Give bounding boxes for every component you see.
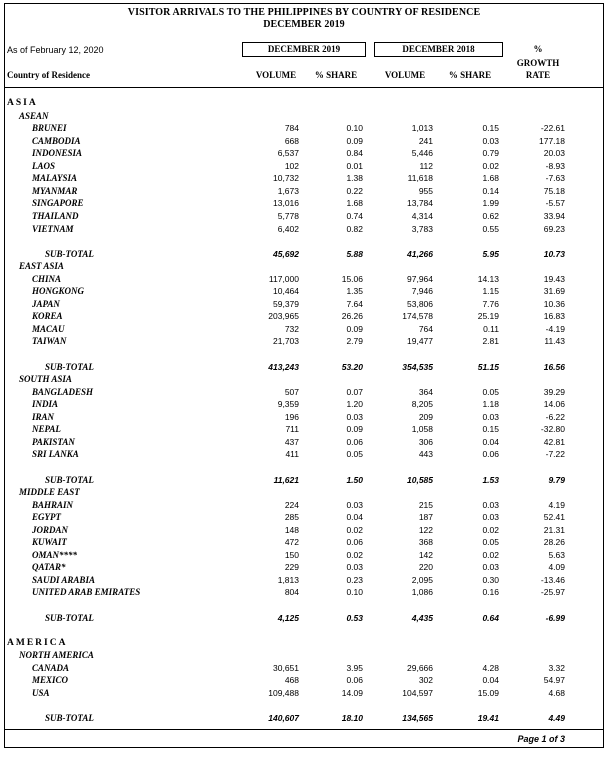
share-2018-cell: 1.15 — [482, 286, 499, 297]
share-2018-cell: 19.41 — [477, 712, 499, 723]
subtotal-row — [5, 713, 603, 725]
share-2018-cell: 0.06 — [482, 449, 499, 460]
country-name: JORDAN — [32, 524, 69, 535]
share-2019-cell: 3.95 — [346, 662, 363, 673]
growth-rate-cell: 52.41 — [543, 512, 565, 523]
share-2018-cell: 0.04 — [482, 675, 499, 686]
country-name: CHINA — [32, 273, 62, 284]
country-name: KUWAIT — [32, 537, 67, 548]
subregion-heading: MIDDLE EAST — [19, 487, 80, 498]
share-2018-cell: 0.04 — [482, 436, 499, 447]
volume-2018-cell: 13,784 — [407, 198, 433, 209]
growth-rate-cell: 31.69 — [543, 286, 565, 297]
report-subtitle: DECEMBER 2019 — [263, 19, 345, 30]
country-name: INDONESIA — [32, 148, 83, 159]
growth-rate-cell: 33.94 — [543, 210, 565, 221]
period-previous-box: DECEMBER 2018 — [374, 42, 503, 57]
share-2019-cell: 0.22 — [346, 185, 363, 196]
spacer-row — [5, 462, 603, 474]
share-2019-cell: 0.53 — [346, 612, 363, 623]
share-2019-cell: 0.03 — [346, 562, 363, 573]
share-2019-cell: 0.09 — [346, 323, 363, 334]
volume-2019-cell: 6,537 — [277, 148, 299, 159]
growth-rate-cell: -25.97 — [540, 587, 565, 598]
volume-2018-cell: 306 — [418, 436, 433, 447]
volume-2019-cell: 148 — [284, 524, 299, 535]
share-2018-cell: 5.95 — [482, 248, 499, 259]
subregion-row — [5, 487, 603, 499]
volume-2019-cell: 150 — [284, 549, 299, 560]
table-row — [5, 512, 603, 524]
share-2019-cell: 0.09 — [346, 135, 363, 146]
share-2019-cell: 1.50 — [346, 474, 363, 485]
share-2019-cell: 7.64 — [346, 298, 363, 309]
subregion-heading: SOUTH ASIA — [19, 374, 72, 385]
share-2018-cell: 0.55 — [482, 223, 499, 234]
growth-rate-cell: 4.19 — [548, 499, 565, 510]
volume-2019-cell: 507 — [284, 386, 299, 397]
share-2018-cell: 0.30 — [482, 574, 499, 585]
subtotal-row — [5, 613, 603, 625]
share-2018-cell: 15.09 — [477, 687, 499, 698]
volume-2019-cell: 668 — [284, 135, 299, 146]
growth-rate-cell: 4.09 — [548, 562, 565, 573]
share-2019-cell: 0.74 — [346, 210, 363, 221]
share-2018-cell: 0.11 — [483, 323, 499, 334]
volume-2018-cell: 2,095 — [411, 574, 433, 585]
growth-rate-cell: -13.46 — [540, 574, 565, 585]
table-row — [5, 675, 603, 687]
volume-2019-cell: 109,488 — [268, 687, 299, 698]
share-2018-cell: 0.15 — [482, 424, 499, 435]
share-2019-cell: 0.04 — [346, 512, 363, 523]
growth-rate-cell: 10.36 — [543, 298, 565, 309]
table-row — [5, 399, 603, 411]
share-2018-cell: 0.03 — [482, 411, 499, 422]
country-name: BRUNEI — [32, 123, 67, 134]
volume-2019-cell: 102 — [284, 160, 299, 171]
share-2018-cell: 0.03 — [482, 562, 499, 573]
country-name: EGYPT — [32, 512, 61, 523]
volume-2018-cell: 241 — [418, 135, 433, 146]
share-2018-cell: 0.03 — [482, 135, 499, 146]
volume-2019-cell: 224 — [284, 499, 299, 510]
country-header: Country of Residence — [7, 70, 90, 80]
share-2019-cell: 0.03 — [346, 499, 363, 510]
share-2018-cell: 0.14 — [482, 185, 499, 196]
growth-header-1: GROWTH — [516, 58, 560, 68]
share-2019-cell: 5.88 — [346, 248, 363, 259]
volume-2018-cell: 4,314 — [411, 210, 433, 221]
volume-2019-cell: 784 — [284, 123, 299, 134]
country-name: SRI LANKA — [32, 449, 79, 460]
growth-rate-cell: 5.63 — [548, 549, 565, 560]
volume-2018-cell: 10,585 — [407, 474, 433, 485]
volume-2019-cell: 9,359 — [277, 399, 299, 410]
share-2018-cell: 1.18 — [482, 399, 499, 410]
share-2019-cell: 53.20 — [341, 361, 363, 372]
growth-rate-cell: 4.49 — [548, 712, 565, 723]
table-row — [5, 525, 603, 537]
share-2019-cell: 0.23 — [346, 574, 363, 585]
share-2019-cell: 0.06 — [346, 436, 363, 447]
volume-2018-cell: 3,783 — [411, 223, 433, 234]
share-2018-cell: 0.16 — [482, 587, 499, 598]
growth-rate-cell: 21.31 — [543, 524, 565, 535]
table-row — [5, 274, 603, 286]
table-row — [5, 336, 603, 348]
volume-2019-cell: 21,703 — [273, 336, 299, 347]
volume-2019-cell: 203,965 — [268, 311, 299, 322]
volume-2019-cell: 413,243 — [268, 361, 299, 372]
subtotal-row — [5, 475, 603, 487]
spacer-row — [5, 625, 603, 637]
growth-rate-cell: 4.68 — [548, 687, 565, 698]
table-row — [5, 161, 603, 173]
growth-rate-cell: 16.83 — [543, 311, 565, 322]
country-name: MEXICO — [32, 675, 69, 686]
volume-2019-header: VOLUME — [255, 70, 297, 80]
volume-2018-cell: 443 — [418, 449, 433, 460]
page-number: Page 1 of 3 — [517, 734, 565, 744]
country-name: QATAR* — [32, 562, 66, 573]
volume-2018-cell: 364 — [418, 386, 433, 397]
volume-2018-cell: 4,435 — [411, 612, 433, 623]
table-row — [5, 324, 603, 336]
region-row — [5, 638, 603, 650]
spacer-row — [5, 600, 603, 612]
share-2018-cell: 1.68 — [482, 173, 499, 184]
share-2018-cell: 51.15 — [477, 361, 499, 372]
volume-2019-cell: 437 — [284, 436, 299, 447]
subregion-heading: EAST ASIA — [19, 261, 64, 272]
volume-2018-cell: 11,618 — [407, 173, 433, 184]
country-name: SAUDI ARABIA — [32, 574, 95, 585]
share-2019-cell: 0.82 — [346, 223, 363, 234]
volume-2018-cell: 764 — [418, 323, 433, 334]
spacer-row — [5, 236, 603, 248]
share-2019-cell: 0.10 — [346, 123, 363, 134]
share-2018-cell: 14.13 — [477, 273, 499, 284]
volume-2019-cell: 6,402 — [277, 223, 299, 234]
table-row — [5, 186, 603, 198]
share-2019-cell: 14.09 — [341, 687, 363, 698]
growth-rate-cell: 11.43 — [544, 336, 565, 347]
volume-2018-cell: 220 — [418, 562, 433, 573]
volume-2018-cell: 41,266 — [407, 248, 433, 259]
share-2019-header: % SHARE — [314, 70, 358, 80]
growth-rate-cell: 14.06 — [543, 399, 565, 410]
country-name: INDIA — [32, 399, 59, 410]
share-2019-cell: 1.68 — [346, 198, 363, 209]
volume-2018-cell: 1,013 — [411, 123, 433, 134]
volume-2019-cell: 732 — [284, 323, 299, 334]
country-name: IRAN — [32, 411, 55, 422]
country-name: JAPAN — [32, 298, 60, 309]
country-name: MACAU — [32, 323, 65, 334]
subtotal-row — [5, 249, 603, 261]
growth-header-2: RATE — [525, 70, 551, 80]
subregion-row — [5, 261, 603, 273]
share-2019-cell: 2.79 — [346, 336, 363, 347]
share-2018-cell: 0.05 — [482, 537, 499, 548]
volume-2018-cell: 955 — [418, 185, 433, 196]
table-row — [5, 449, 603, 461]
country-name: MALAYSIA — [32, 173, 78, 184]
growth-rate-cell: -6.99 — [545, 612, 565, 623]
share-2018-cell: 0.79 — [482, 148, 499, 159]
volume-2018-cell: 142 — [418, 549, 433, 560]
share-2018-header: % SHARE — [448, 70, 492, 80]
volume-2019-cell: 10,464 — [273, 286, 299, 297]
report-page — [4, 3, 604, 748]
growth-rate-cell: 3.32 — [548, 662, 565, 673]
volume-2018-cell: 187 — [418, 512, 433, 523]
spacer-row — [5, 700, 603, 712]
subregion-row — [5, 374, 603, 386]
as-of-date: As of February 12, 2020 — [7, 45, 104, 55]
country-name: NEPAL — [32, 424, 61, 435]
growth-rate-cell: -22.61 — [540, 123, 565, 134]
volume-2018-cell: 368 — [418, 537, 433, 548]
volume-2018-cell: 354,535 — [402, 361, 433, 372]
subregion-row — [5, 111, 603, 123]
share-2018-cell: 7.76 — [482, 298, 499, 309]
share-2018-cell: 2.81 — [482, 336, 499, 347]
share-2018-cell: 0.02 — [482, 549, 499, 560]
growth-rate-cell: -7.22 — [545, 449, 565, 460]
share-2019-cell: 0.06 — [346, 675, 363, 686]
share-2018-cell: 0.03 — [482, 512, 499, 523]
region-heading: ASIA — [7, 98, 38, 108]
volume-2018-cell: 112 — [419, 160, 433, 171]
volume-2019-cell: 472 — [284, 537, 299, 548]
share-2019-cell: 0.03 — [346, 411, 363, 422]
table-row — [5, 550, 603, 562]
table-row — [5, 286, 603, 298]
volume-2018-cell: 1,086 — [411, 587, 433, 598]
country-name: USA — [32, 687, 50, 698]
growth-rate-cell: 16.56 — [543, 361, 565, 372]
table-row — [5, 136, 603, 148]
share-2018-cell: 0.62 — [482, 210, 499, 221]
volume-2018-cell: 29,666 — [407, 662, 433, 673]
growth-rate-cell: -8.93 — [545, 160, 565, 171]
volume-2018-cell: 1,058 — [411, 424, 433, 435]
volume-2019-cell: 804 — [284, 587, 299, 598]
table-row — [5, 224, 603, 236]
country-name: CANADA — [32, 662, 70, 673]
table-row — [5, 688, 603, 700]
table-row — [5, 211, 603, 223]
growth-rate-cell: 20.03 — [543, 148, 565, 159]
volume-2019-cell: 196 — [284, 411, 299, 422]
volume-2019-cell: 1,813 — [277, 574, 299, 585]
share-2019-cell: 0.02 — [346, 524, 363, 535]
table-row — [5, 562, 603, 574]
country-name: MYANMAR — [32, 185, 78, 196]
footer-divider — [5, 729, 603, 730]
country-name: VIETNAM — [32, 223, 74, 234]
table-row — [5, 412, 603, 424]
growth-rate-cell: -4.19 — [545, 323, 565, 334]
volume-2018-cell: 302 — [418, 675, 433, 686]
share-2018-cell: 0.02 — [482, 524, 499, 535]
growth-rate-cell: 177.18 — [539, 135, 565, 146]
table-row — [5, 299, 603, 311]
table-row — [5, 437, 603, 449]
table-row — [5, 123, 603, 135]
report-title: VISITOR ARRIVALS TO THE PHILIPPINES BY COUNTRY OF RESIDENCE — [127, 7, 481, 18]
subtotal-row — [5, 362, 603, 374]
subtotal-label: SUB-TOTAL — [45, 712, 94, 723]
country-name: BAHRAIN — [32, 499, 74, 510]
growth-symbol: % — [533, 44, 543, 54]
volume-2019-cell: 711 — [285, 424, 299, 435]
share-2019-cell: 1.35 — [346, 286, 363, 297]
growth-rate-cell: 9.79 — [548, 474, 565, 485]
country-name: CAMBODIA — [32, 135, 81, 146]
volume-2019-cell: 4,125 — [277, 612, 299, 623]
volume-2018-cell: 53,806 — [407, 298, 433, 309]
volume-2019-cell: 30,651 — [273, 662, 299, 673]
region-heading: AMERICA — [7, 637, 68, 648]
volume-2018-cell: 122 — [418, 524, 433, 535]
share-2018-cell: 0.03 — [482, 499, 499, 510]
growth-rate-cell: -5.57 — [545, 198, 565, 209]
share-2019-cell: 1.38 — [346, 173, 363, 184]
subtotal-label: SUB-TOTAL — [45, 474, 94, 485]
share-2018-cell: 1.99 — [482, 198, 499, 209]
growth-rate-cell: 42.81 — [543, 436, 565, 447]
country-name: KOREA — [32, 311, 63, 322]
share-2019-cell: 0.05 — [346, 449, 363, 460]
growth-rate-cell: 54.97 — [543, 675, 565, 686]
share-2019-cell: 0.07 — [346, 386, 363, 397]
volume-2018-cell: 97,964 — [407, 273, 433, 284]
volume-2018-cell: 7,946 — [411, 286, 433, 297]
growth-rate-cell: 28.26 — [543, 537, 565, 548]
volume-2018-cell: 19,477 — [407, 336, 433, 347]
country-name: LAOS — [32, 160, 56, 171]
table-row — [5, 587, 603, 599]
share-2018-cell: 0.64 — [482, 612, 499, 623]
volume-2018-cell: 174,578 — [402, 311, 433, 322]
share-2019-cell: 18.10 — [341, 712, 363, 723]
growth-rate-cell: -6.22 — [545, 411, 565, 422]
table-row — [5, 173, 603, 185]
share-2019-cell: 26.26 — [341, 311, 363, 322]
header-divider — [5, 87, 603, 88]
country-name: PAKISTAN — [32, 436, 75, 447]
volume-2019-cell: 45,692 — [273, 248, 299, 259]
table-row — [5, 198, 603, 210]
table-row — [5, 575, 603, 587]
share-2019-cell: 0.10 — [346, 587, 363, 598]
volume-2018-cell: 134,565 — [402, 712, 433, 723]
growth-rate-cell: -32.80 — [540, 424, 565, 435]
volume-2019-cell: 140,607 — [268, 712, 299, 723]
share-2019-cell: 0.06 — [346, 537, 363, 548]
share-2019-cell: 0.01 — [346, 160, 363, 171]
spacer-row — [5, 349, 603, 361]
share-2019-cell: 0.09 — [346, 424, 363, 435]
volume-2018-cell: 104,597 — [402, 687, 433, 698]
share-2018-cell: 0.15 — [482, 123, 499, 134]
subtotal-label: SUB-TOTAL — [45, 361, 94, 372]
volume-2018-header: VOLUME — [384, 70, 426, 80]
volume-2019-cell: 13,016 — [273, 198, 299, 209]
table-row — [5, 500, 603, 512]
share-2018-cell: 1.53 — [482, 474, 499, 485]
volume-2018-cell: 5,446 — [411, 148, 433, 159]
volume-2018-cell: 215 — [418, 499, 433, 510]
table-row — [5, 311, 603, 323]
table-row — [5, 387, 603, 399]
country-name: BANGLADESH — [32, 386, 94, 397]
volume-2018-cell: 8,205 — [411, 399, 433, 410]
growth-rate-cell: 39.29 — [543, 386, 565, 397]
volume-2019-cell: 285 — [284, 512, 299, 523]
volume-2019-cell: 59,379 — [273, 298, 299, 309]
country-name: THAILAND — [32, 210, 79, 221]
share-2018-cell: 4.28 — [482, 662, 499, 673]
volume-2018-cell: 209 — [418, 411, 433, 422]
share-2018-cell: 25.19 — [477, 311, 499, 322]
country-name: TAIWAN — [32, 336, 67, 347]
share-2019-cell: 15.06 — [341, 273, 363, 284]
subregion-row — [5, 650, 603, 662]
subtotal-label: SUB-TOTAL — [45, 612, 94, 623]
growth-rate-cell: 19.43 — [543, 273, 565, 284]
share-2019-cell: 1.20 — [346, 399, 363, 410]
table-row — [5, 148, 603, 160]
volume-2019-cell: 10,732 — [273, 173, 299, 184]
region-row — [5, 98, 603, 110]
subtotal-label: SUB-TOTAL — [45, 248, 94, 259]
volume-2019-cell: 411 — [285, 449, 299, 460]
country-name: SINGAPORE — [32, 198, 84, 209]
growth-rate-cell: 10.73 — [543, 248, 565, 259]
share-2019-cell: 0.02 — [346, 549, 363, 560]
volume-2019-cell: 1,673 — [277, 185, 299, 196]
table-row — [5, 424, 603, 436]
subregion-heading: NORTH AMERICA — [19, 650, 94, 661]
country-name: OMAN**** — [32, 549, 78, 560]
growth-rate-cell: -7.63 — [545, 173, 565, 184]
country-name: HONGKONG — [32, 286, 85, 297]
growth-rate-cell: 75.18 — [543, 185, 565, 196]
share-2019-cell: 0.84 — [346, 148, 363, 159]
volume-2019-cell: 229 — [284, 562, 299, 573]
period-current-box: DECEMBER 2019 — [242, 42, 366, 57]
growth-rate-cell: 69.23 — [543, 223, 565, 234]
table-row — [5, 537, 603, 549]
volume-2019-cell: 11,621 — [273, 474, 299, 485]
subregion-heading: ASEAN — [19, 110, 49, 121]
share-2018-cell: 0.02 — [482, 160, 499, 171]
table-row — [5, 663, 603, 675]
volume-2019-cell: 5,778 — [277, 210, 299, 221]
share-2018-cell: 0.05 — [482, 386, 499, 397]
country-name: UNITED ARAB EMIRATES — [32, 587, 141, 598]
volume-2019-cell: 468 — [284, 675, 299, 686]
volume-2019-cell: 117,000 — [268, 273, 299, 284]
